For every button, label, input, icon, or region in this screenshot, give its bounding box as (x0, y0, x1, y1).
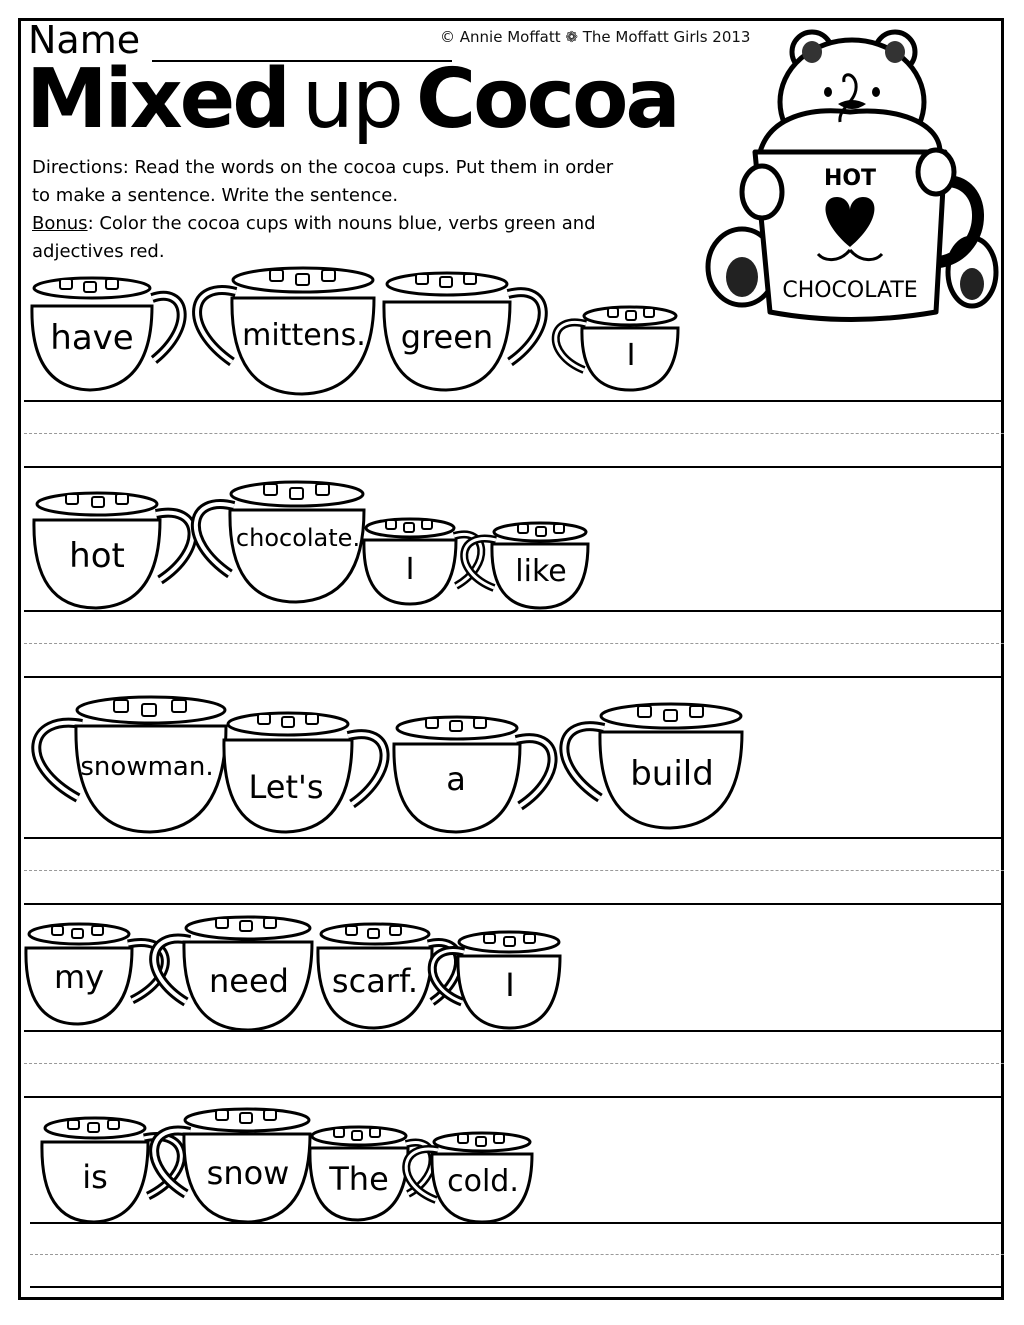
word-cup[interactable] (380, 270, 550, 392)
cup-word: have (50, 318, 134, 358)
mug-text-bottom: CHOCOLATE (782, 278, 918, 303)
name-label: Name (28, 18, 141, 62)
writing-line-top[interactable] (24, 610, 1004, 612)
writing-line-top[interactable] (24, 1030, 1004, 1032)
word-cup[interactable] (144, 1106, 312, 1224)
worksheet-title (26, 52, 678, 147)
cup-word: The (329, 1160, 389, 1198)
word-cup[interactable] (22, 694, 228, 834)
word-cup[interactable] (184, 480, 366, 604)
cup-word: need (209, 962, 289, 1000)
directions-line-4: adjectives red. (32, 241, 165, 262)
cup-word: hot (69, 536, 125, 576)
word-cup[interactable] (144, 914, 314, 1032)
writing-line-bottom[interactable] (24, 1096, 1004, 1098)
writing-line-top[interactable] (30, 1222, 1004, 1224)
copyright-text: © Annie Moffatt ❁ The Moffatt Girls 2013 (440, 28, 751, 46)
bonus-label: Bonus (32, 213, 88, 234)
word-cup[interactable] (26, 276, 190, 392)
cup-word: scarf. (331, 962, 419, 1000)
cup-word: I (405, 552, 415, 587)
writing-line-middle (24, 433, 1004, 434)
mug-text-top: HOT (823, 166, 877, 191)
cup-word: green (400, 318, 494, 356)
cup-word: is (82, 1158, 108, 1196)
word-cup[interactable] (220, 710, 392, 834)
word-cup[interactable] (390, 714, 560, 834)
bear-hot-chocolate-illustration (700, 22, 1000, 332)
writing-line-bottom[interactable] (24, 676, 1004, 678)
bonus-line (32, 210, 722, 238)
word-cup[interactable] (456, 520, 590, 610)
writing-line-top[interactable] (24, 400, 1004, 402)
cup-word: build (630, 754, 714, 794)
cup-word: my (53, 958, 105, 996)
cup-word: snow (206, 1154, 290, 1192)
directions-line-2: to make a sentence. Write the sentence. (32, 185, 399, 206)
bonus-text: : Color the cocoa cups with nouns blue, verbs green and (87, 213, 596, 234)
word-cup[interactable] (398, 1130, 534, 1224)
directions (32, 154, 722, 266)
cup-word: like (515, 554, 567, 589)
writing-line-middle (24, 870, 1004, 871)
word-cup[interactable] (186, 266, 376, 396)
word-cup[interactable] (548, 304, 680, 392)
word-cup[interactable] (30, 490, 200, 610)
cup-word: cold. (447, 1164, 519, 1199)
word-cup[interactable] (424, 930, 562, 1030)
cup-word: chocolate. (235, 524, 361, 552)
writing-line-bottom[interactable] (24, 903, 1004, 905)
writing-line-middle (24, 1063, 1004, 1064)
title-word-up: up (301, 52, 402, 147)
word-cup[interactable] (552, 700, 744, 830)
cup-word: snowman. (80, 752, 214, 782)
title-word-cocoa: Cocoa (415, 52, 678, 147)
writing-line-top[interactable] (24, 837, 1004, 839)
cup-word: mittens. (242, 318, 366, 353)
cup-word: a (446, 760, 466, 798)
cup-word: I (626, 338, 636, 373)
cup-word: Let's (248, 768, 324, 806)
directions-line-1: Directions: Read the words on the cocoa cups. Put them in order (32, 157, 614, 178)
title-word-mixed: Mixed (26, 52, 288, 147)
writing-line-bottom[interactable] (30, 1286, 1004, 1288)
cup-word: I (505, 966, 515, 1004)
writing-line-bottom[interactable] (24, 466, 1004, 468)
writing-line-middle (24, 643, 1004, 644)
writing-line-middle (30, 1254, 1004, 1255)
